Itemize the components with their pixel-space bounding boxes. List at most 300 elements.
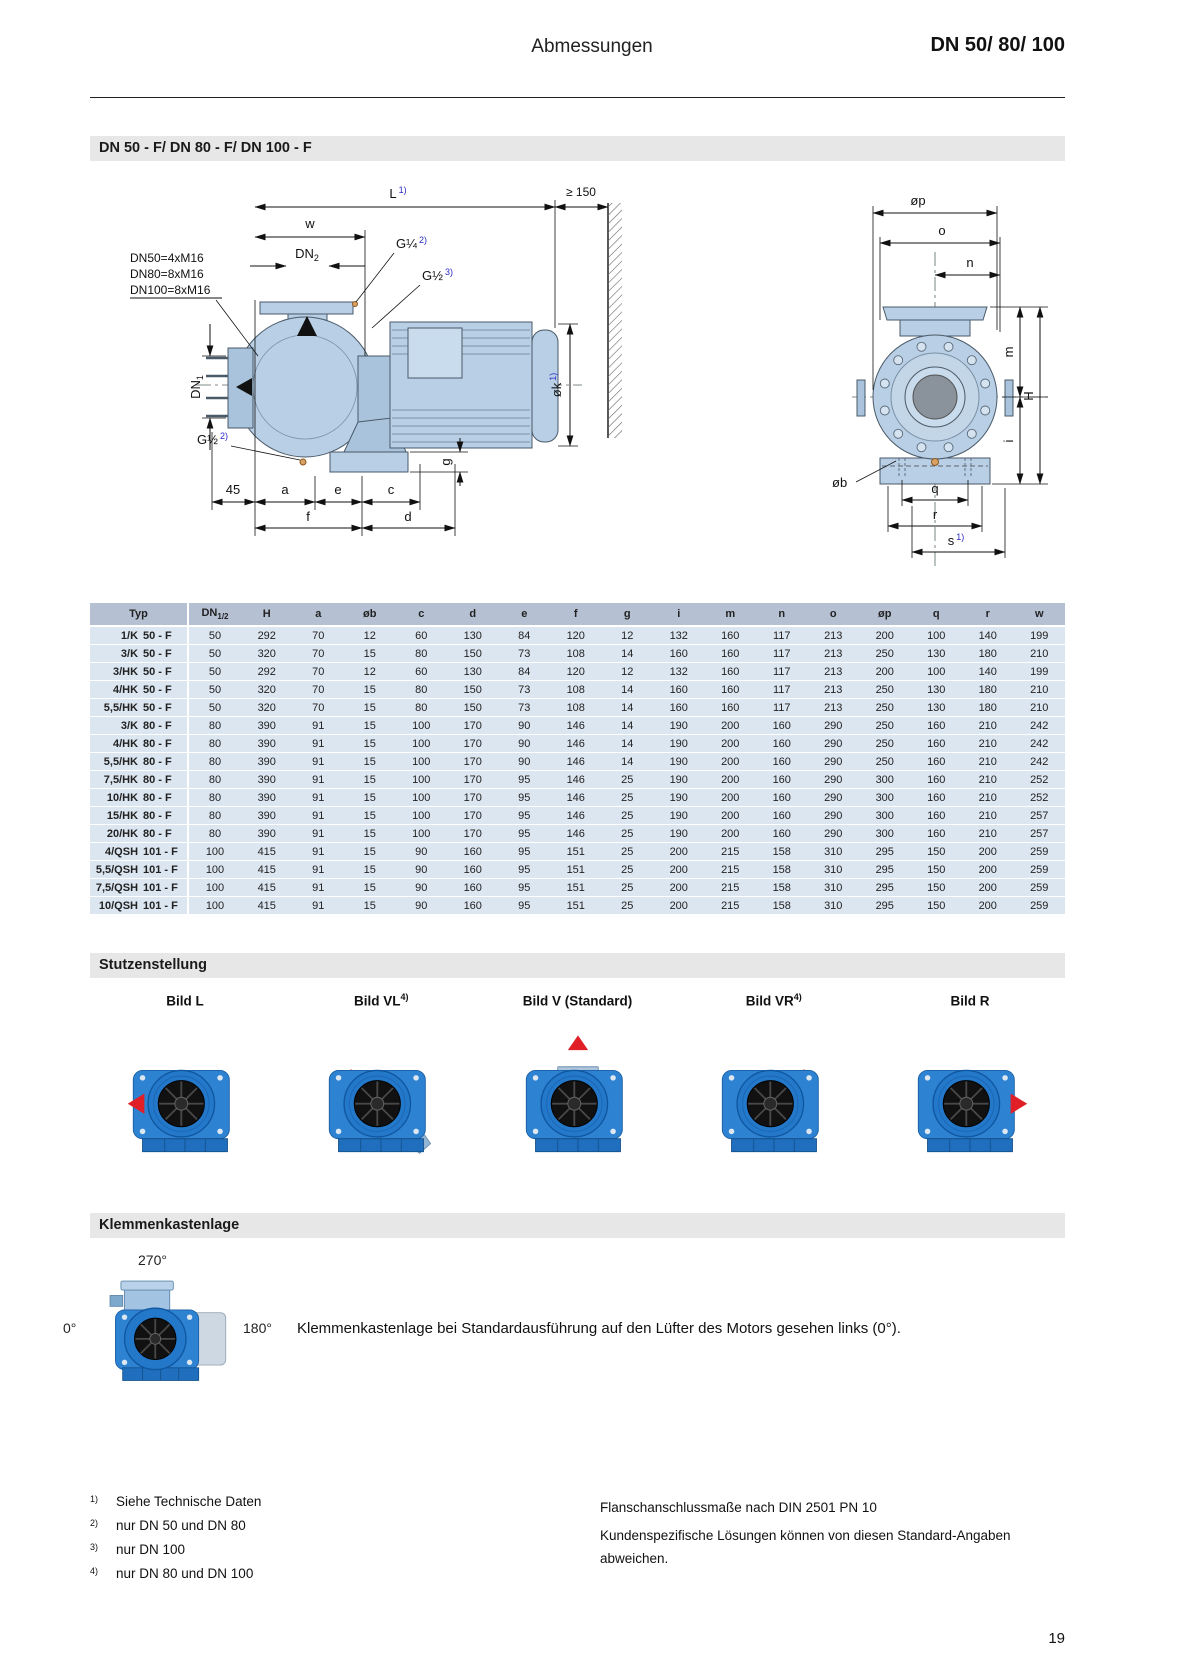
dim-value-cell: 146 [550,807,602,825]
dim-value-cell: 80 [188,753,241,771]
dim-value-cell: 15 [344,861,396,879]
dim-value-cell: 295 [859,861,911,879]
dim-value-cell: 80 [188,735,241,753]
pump-illustration-bild-v [518,1018,638,1158]
dim-value-cell: 200 [705,825,757,843]
dim-label-r: r [932,507,938,522]
dim-value-cell: 190 [653,771,705,789]
pump-front-illustration [857,307,1013,484]
table-row [90,699,1065,717]
dim-value-cell: 120 [550,663,602,681]
header-rule [90,97,1065,98]
dim-value-cell: 14 [602,717,654,735]
figure-bild-r [875,992,1065,1158]
dim-value-cell: 259 [1014,897,1066,915]
dim-value-cell: 130 [447,663,499,681]
dim-value-cell: 146 [550,753,602,771]
dim-value-cell: 146 [550,735,602,753]
dim-value-cell: 15 [344,681,396,699]
dim-value-cell: 213 [808,699,860,717]
dim-value-cell: 132 [653,663,705,681]
dim-value-cell: 160 [705,681,757,699]
dim-value-cell: 91 [293,753,345,771]
dim-value-cell: 190 [653,825,705,843]
dim-value-cell: 100 [396,735,448,753]
dim-value-cell: 170 [447,807,499,825]
flange-note-custom: Kundenspezifische Lösungen können von diesen Standard-Angaben abweichen. [600,1528,1011,1566]
dim-value-cell: 25 [602,771,654,789]
nozzle-arrow-right-icon [1011,1094,1028,1114]
dim-value-cell: 90 [396,861,448,879]
dim-value-cell: 108 [550,681,602,699]
dim-value-cell: 250 [859,717,911,735]
col-header-m: m [705,603,757,626]
section-title-klemmenkastenlage: Klemmenkastenlage [90,1213,1065,1238]
typ-cell: 10/QSH 101 - F [90,897,188,915]
dim-value-cell: 200 [705,735,757,753]
dim-value-cell: 200 [653,861,705,879]
dim-value-cell: 140 [962,663,1014,681]
dim-value-cell: 25 [602,825,654,843]
col-header-f: f [550,603,602,626]
footnote-3: 3) nur DN 100 [90,1542,186,1557]
dim-value-cell: 80 [188,807,241,825]
dim-value-cell: 158 [756,861,808,879]
dim-value-cell: 60 [396,663,448,681]
dim-value-cell: 80 [396,699,448,717]
dim-value-cell: 90 [396,897,448,915]
dim-value-cell: 320 [241,681,293,699]
dim-label-s: s $^{1)}$ [947,532,965,548]
figure-label: Bild VR$^{4)}$ [745,992,802,1009]
dim-value-cell: 300 [859,807,911,825]
dim-value-cell: 50 [188,645,241,663]
dim-value-cell: 160 [447,897,499,915]
table-row [90,825,1065,843]
col-header-g: g [602,603,654,626]
dim-value-cell: 160 [653,645,705,663]
dim-value-cell: 160 [653,699,705,717]
dim-value-cell: 91 [293,897,345,915]
dim-value-cell: 150 [447,645,499,663]
dim-value-cell: 15 [344,645,396,663]
pump-illustration-bild-r [910,1018,1030,1158]
dim-value-cell: 25 [602,861,654,879]
typ-cell: 3/K 80 - F [90,717,188,735]
section-title-stutzenstellung: Stutzenstellung [90,953,1065,978]
dimensions-table-body [90,626,1065,915]
dim-value-cell: 91 [293,843,345,861]
dim-value-cell: 210 [1014,699,1066,717]
dim-label-f: f [306,509,310,524]
dim-value-cell: 150 [911,843,963,861]
dim-value-cell: 130 [911,681,963,699]
section-title-dimensions: DN 50 - F/ DN 80 - F/ DN 100 - F [90,136,1065,161]
dim-value-cell: 250 [859,645,911,663]
dim-value-cell: 300 [859,771,911,789]
col-header-c: c [396,603,448,626]
dim-value-cell: 213 [808,645,860,663]
dim-value-cell: 259 [1014,843,1066,861]
dim-value-cell: 180 [962,699,1014,717]
dim-value-cell: 50 [188,681,241,699]
dim-value-cell: 80 [188,771,241,789]
table-row [90,807,1065,825]
dim-value-cell: 210 [962,789,1014,807]
angle-label-0: 0° [63,1320,77,1336]
typ-cell: 4/QSH 101 - F [90,843,188,861]
dim-value-cell: 95 [499,789,551,807]
dim-label-q: q [931,481,939,496]
dim-label-n: n [966,255,974,270]
dim-value-cell: 151 [550,897,602,915]
dim-value-cell: 117 [756,699,808,717]
dim-value-cell: 100 [396,825,448,843]
footnote-1: 1) Siehe Technische Daten [90,1494,262,1509]
dim-label-L: L $^{1)}$ [389,185,407,201]
typ-cell: 1/K 50 - F [90,626,188,645]
dim-value-cell: 213 [808,663,860,681]
dim-value-cell: 90 [499,735,551,753]
dim-value-cell: 50 [188,626,241,645]
dim-label-g: g [438,458,453,466]
dim-value-cell: 100 [188,879,241,897]
col-header-op: øp [859,603,911,626]
dim-value-cell: 95 [499,771,551,789]
dim-value-cell: 200 [962,861,1014,879]
table-header-row [90,603,1065,626]
table-row [90,897,1065,915]
dim-value-cell: 100 [911,626,963,645]
dim-value-cell: 160 [756,789,808,807]
dim-value-cell: 158 [756,843,808,861]
dim-value-cell: 160 [756,825,808,843]
dim-value-cell: 295 [859,897,911,915]
dim-label-c: c [387,482,395,497]
table-row [90,663,1065,681]
dim-value-cell: 415 [241,897,293,915]
dim-value-cell: 91 [293,717,345,735]
dim-value-cell: 210 [962,717,1014,735]
dim-value-cell: 160 [447,879,499,897]
dim-value-cell: 320 [241,645,293,663]
dim-value-cell: 290 [808,807,860,825]
dim-value-cell: 415 [241,861,293,879]
dim-value-cell: 91 [293,789,345,807]
dim-value-cell: 150 [447,681,499,699]
dim-value-cell: 190 [653,807,705,825]
dim-value-cell: 190 [653,753,705,771]
col-header-a: a [293,603,345,626]
dim-value-cell: 130 [447,626,499,645]
dim-value-cell: 160 [911,735,963,753]
dim-value-cell: 146 [550,771,602,789]
klemmenkasten-pump-illustration [96,1272,238,1394]
table-row [90,735,1065,753]
dim-value-cell: 320 [241,699,293,717]
stutzenstellung-figures [90,992,1065,1158]
dim-value-cell: 25 [602,807,654,825]
typ-cell: 7,5/HK 80 - F [90,771,188,789]
technical-drawing-front-view [820,190,1050,590]
dim-value-cell: 14 [602,681,654,699]
dim-label-g14: G¼ $^{2)}$ [396,235,427,251]
dim-value-cell: 242 [1014,753,1066,771]
dim-value-cell: 25 [602,789,654,807]
dimensions-table [90,603,1065,915]
col-header-n: n [756,603,808,626]
dim-value-cell: 200 [859,626,911,645]
dim-value-cell: 14 [602,699,654,717]
dim-value-cell: 15 [344,807,396,825]
dim-value-cell: 250 [859,735,911,753]
dim-value-cell: 90 [499,753,551,771]
dim-value-cell: 130 [911,699,963,717]
dim-value-cell: 215 [705,897,757,915]
dim-value-cell: 130 [911,645,963,663]
dim-value-cell: 15 [344,879,396,897]
dim-value-cell: 250 [859,699,911,717]
dim-value-cell: 151 [550,879,602,897]
dim-label-a: a [281,482,289,497]
dim-value-cell: 292 [241,626,293,645]
dim-value-cell: 390 [241,735,293,753]
dim-label-ok: $øk^{1)}$ [548,372,564,398]
typ-cell: 3/K 50 - F [90,645,188,663]
dim-label-dn2: $DN_2$ [295,246,319,263]
dim-value-cell: 100 [911,663,963,681]
dim-value-cell: 15 [344,789,396,807]
dim-value-cell: 100 [188,843,241,861]
dim-value-cell: 300 [859,825,911,843]
page-title: Abmessungen [531,36,653,57]
dim-value-cell: 70 [293,699,345,717]
dim-value-cell: 290 [808,771,860,789]
nozzle-arrow-up-icon [567,1035,587,1050]
figure-label: Bild R [950,993,990,1009]
typ-cell: 15/HK 80 - F [90,807,188,825]
dim-value-cell: 290 [808,753,860,771]
dim-value-cell: 108 [550,645,602,663]
dim-value-cell: 259 [1014,879,1066,897]
dim-value-cell: 200 [653,843,705,861]
dim-value-cell: 200 [705,753,757,771]
dim-value-cell: 160 [911,771,963,789]
dim-value-cell: 120 [550,626,602,645]
figure-label: Bild L [166,993,204,1009]
dim-value-cell: 95 [499,861,551,879]
dim-value-cell: 160 [911,789,963,807]
dim-value-cell: 25 [602,843,654,861]
dim-value-cell: 100 [396,771,448,789]
dim-value-cell: 158 [756,879,808,897]
dim-value-cell: 210 [1014,681,1066,699]
pump-side-illustration [206,302,558,473]
typ-cell: 7,5/QSH 101 - F [90,879,188,897]
dim-value-cell: 100 [396,789,448,807]
dim-value-cell: 73 [499,699,551,717]
dim-value-cell: 170 [447,771,499,789]
dim-value-cell: 12 [602,663,654,681]
pump-illustration-bild-vl [321,1018,441,1158]
dim-value-cell: 310 [808,843,860,861]
dim-value-cell: 215 [705,879,757,897]
dim-value-cell: 200 [705,789,757,807]
dim-value-cell: 15 [344,843,396,861]
col-header-typ: Typ [90,603,188,626]
typ-cell: 10/HK 80 - F [90,789,188,807]
dim-value-cell: 14 [602,753,654,771]
dim-value-cell: 215 [705,861,757,879]
dim-value-cell: 210 [962,771,1014,789]
angle-label-180: 180° [243,1320,272,1336]
dim-value-cell: 100 [188,897,241,915]
dim-value-cell: 117 [756,663,808,681]
dim-value-cell: 160 [705,663,757,681]
dim-value-cell: 390 [241,807,293,825]
table-row [90,789,1065,807]
typ-cell: 3/HK 50 - F [90,663,188,681]
angle-label-270: 270° [138,1252,167,1268]
dim-label-i: i [1001,439,1016,443]
dim-value-cell: 290 [808,789,860,807]
dim-value-cell: 150 [447,699,499,717]
dim-value-cell: 73 [499,645,551,663]
dim-label-ob: øb [832,475,848,490]
dim-value-cell: 90 [396,843,448,861]
footnote-4: 4) nur DN 80 und DN 100 [90,1566,254,1581]
dim-label-clearance: ≥ 150 [566,185,596,199]
dim-value-cell: 91 [293,807,345,825]
col-header-q: q [911,603,963,626]
dim-value-cell: 290 [808,717,860,735]
dim-value-cell: 200 [705,717,757,735]
dim-value-cell: 95 [499,825,551,843]
dim-value-cell: 15 [344,699,396,717]
dim-value-cell: 15 [344,753,396,771]
dimensions-table-wrap [90,603,1065,915]
dim-value-cell: 95 [499,897,551,915]
col-header-d: d [447,603,499,626]
dim-value-cell: 200 [962,843,1014,861]
table-row [90,753,1065,771]
table-row [90,626,1065,645]
dim-value-cell: 91 [293,825,345,843]
typ-cell: 20/HK 80 - F [90,825,188,843]
dim-value-cell: 95 [499,879,551,897]
dim-value-cell: 295 [859,879,911,897]
flange-note-din: Flanschanschlussmaße nach DIN 2501 PN 10 [600,1500,877,1515]
dim-value-cell: 259 [1014,861,1066,879]
dim-value-cell: 90 [396,879,448,897]
dim-label-op: øp [910,193,926,208]
dim-label-H: H [1021,391,1036,401]
dim-value-cell: 170 [447,825,499,843]
dim-value-cell: 160 [911,717,963,735]
dim-value-cell: 300 [859,789,911,807]
dim-value-cell: 117 [756,681,808,699]
dim-value-cell: 170 [447,753,499,771]
dim-label-45: 45 [225,482,241,497]
dim-value-cell: 200 [962,897,1014,915]
dim-label-o: o [938,223,946,238]
dim-value-cell: 170 [447,789,499,807]
pump-illustration-bild-l [125,1018,245,1158]
dim-value-cell: 91 [293,735,345,753]
dim-value-cell: 210 [962,735,1014,753]
dim-value-cell: 310 [808,897,860,915]
dim-value-cell: 200 [705,771,757,789]
dim-value-cell: 390 [241,771,293,789]
dim-label-e: e [334,482,342,497]
dim-label-dn1: $DN_1$ [188,375,205,399]
dim-value-cell: 15 [344,735,396,753]
dim-value-cell: 80 [188,717,241,735]
dim-label-g12: G½ $^{3)}$ [422,267,453,283]
technical-drawing-side-view [100,180,660,580]
dim-value-cell: 160 [756,753,808,771]
dim-value-cell: 140 [962,626,1014,645]
dim-value-cell: 160 [653,681,705,699]
col-header-r: r [962,603,1014,626]
dim-value-cell: 390 [241,717,293,735]
page-number: 19 [1048,1630,1065,1647]
bolt-spec-dn80: DN80=8xM16 [130,267,204,281]
figure-bild-v [483,992,673,1158]
table-row [90,681,1065,699]
dim-value-cell: 310 [808,879,860,897]
dim-value-cell: 160 [756,717,808,735]
table-row [90,861,1065,879]
dim-value-cell: 160 [911,753,963,771]
dim-value-cell: 242 [1014,735,1066,753]
dim-value-cell: 160 [447,843,499,861]
dim-value-cell: 213 [808,626,860,645]
dim-value-cell: 95 [499,843,551,861]
dim-value-cell: 210 [962,807,1014,825]
dim-value-cell: 310 [808,861,860,879]
dim-value-cell: 170 [447,717,499,735]
dim-value-cell: 15 [344,897,396,915]
figure-label: Bild VL$^{4)}$ [353,992,409,1009]
dim-value-cell: 25 [602,879,654,897]
figure-bild-vr [679,992,869,1158]
dim-value-cell: 210 [1014,645,1066,663]
dim-value-cell: 70 [293,681,345,699]
dim-value-cell: 242 [1014,717,1066,735]
vent-plug [353,302,358,307]
dim-value-cell: 160 [705,626,757,645]
dim-value-cell: 108 [550,699,602,717]
dim-value-cell: 257 [1014,825,1066,843]
dim-value-cell: 160 [911,807,963,825]
dim-value-cell: 15 [344,717,396,735]
dim-value-cell: 100 [188,861,241,879]
dim-value-cell: 50 [188,663,241,681]
dim-value-cell: 160 [911,825,963,843]
dim-value-cell: 200 [962,879,1014,897]
dim-value-cell: 160 [705,645,757,663]
dim-value-cell: 91 [293,879,345,897]
dim-value-cell: 390 [241,753,293,771]
typ-cell: 4/HK 50 - F [90,681,188,699]
dim-value-cell: 415 [241,879,293,897]
dim-value-cell: 150 [911,879,963,897]
bolt-spec-dn50: DN50=4xM16 [130,251,204,265]
dim-value-cell: 117 [756,626,808,645]
table-row [90,645,1065,663]
dim-value-cell: 250 [859,681,911,699]
